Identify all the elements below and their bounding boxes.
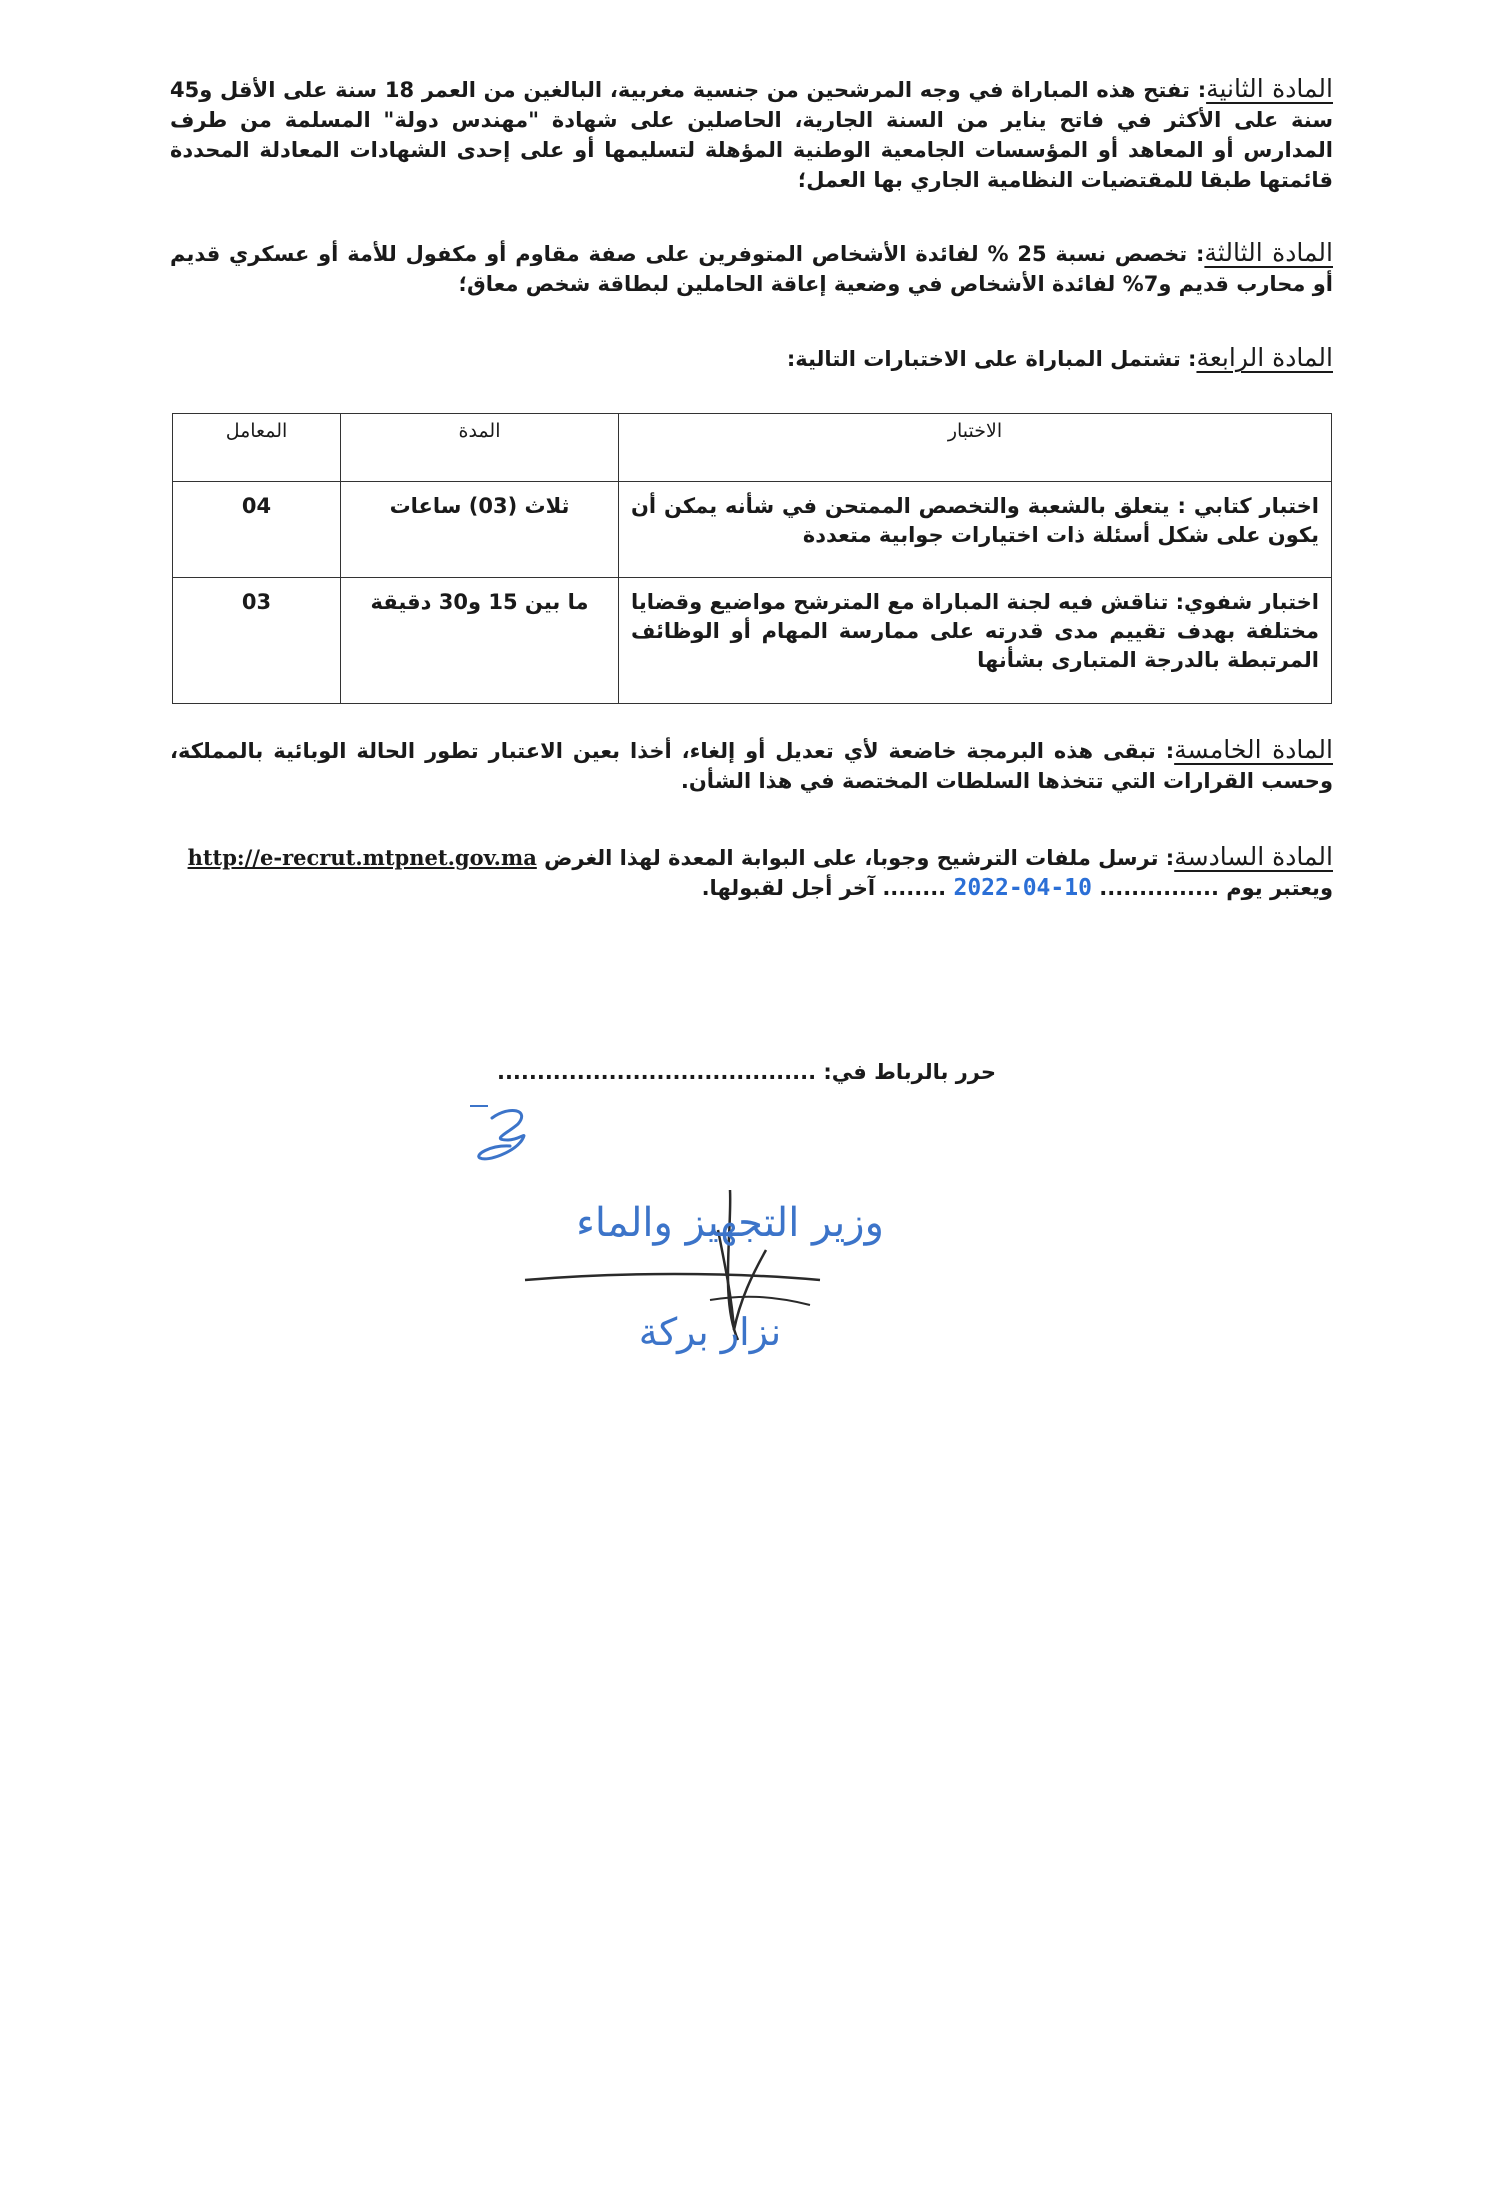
article-4: المادة الرابعة: تشتمل المباراة على الاختبارات التالية:	[786, 343, 1333, 372]
row-1-test: اختبار كتابي : يتعلق بالشعبة والتخصص الممتحن في شأنه يمكن أن يكون على شكل أسئلة ذات اختيارات جوابية متعددة	[619, 482, 1332, 578]
table-row	[173, 482, 1332, 578]
article-5-heading: المادة الخامسة	[1174, 735, 1333, 764]
signatory-title: وزير التجهيز والماء	[576, 1200, 884, 1246]
article-2: المادة الثانية: تفتح هذه المباراة في وجه المرشحين من جنسية مغربية، البالغين من العمر 18 سنة على الأقل و45 سنة على الأكثر في فاتح يناير من السنة الجارية، الحاصلين على شهادة "مهندس دولة" المسلمة من طرف المدارس أو المعاهد أو المؤسسات الجامعية الوطنية المؤهلة لتسليمها أو على إحدى الشهادات المعادلة المحددة قائمتها طبقا للمقتضيات النظامية الجاري بها العمل؛	[170, 74, 1333, 192]
row-2-coefficient: 03	[173, 578, 341, 704]
article-3-heading: المادة الثالثة	[1204, 238, 1333, 267]
article-3-text: تخصص نسبة 25 % لفائدة الأشخاص المتوفرين على صفة مقاوم أو مكفول للأمة أو عسكري قديم أو محارب قديم و7% لفائدة الأشخاص في وضعية إعاقة الحاملين لبطاقة شخص معاق؛	[170, 242, 1333, 296]
handwritten-signature	[470, 1100, 930, 1400]
application-portal-link[interactable]: http://e-recrut.mtpnet.gov.ma	[187, 845, 537, 870]
table-row	[173, 578, 1332, 704]
signature-block	[470, 1100, 930, 1400]
deadline-prefix: ويعتبر يوم ...............	[1099, 876, 1333, 900]
article-4-heading: المادة الرابعة	[1196, 343, 1333, 372]
header-test: الاختبار	[619, 414, 1332, 482]
article-4-text: تشتمل المباراة على الاختبارات التالية:	[786, 347, 1181, 371]
article-5-text: تبقى هذه البرمجة خاضعة لأي تعديل أو إلغاء، أخذا بعين الاعتبار تطور الحالة الوبائية بالمملكة، وحسب القرارات التي تتخذها السلطات المختصة في هذا الشأن.	[170, 739, 1333, 793]
article-3: المادة الثالثة: تخصص نسبة 25 % لفائدة الأشخاص المتوفرين على صفة مقاوم أو مكفول للأمة أو عسكري قديم أو محارب قديم و7% لفائدة الأشخاص في وضعية إعاقة الحاملين لبطاقة شخص معاق؛	[170, 238, 1333, 296]
row-2-test: اختبار شفوي: تناقش فيه لجنة المباراة مع المترشح مواضيع وقضايا مختلفة بهدف تقييم مدى قدرته على ممارسة المهام أو الوظائف المرتبطة بالدرجة المتبارى بشأنها	[619, 578, 1332, 704]
article-2-text: تفتح هذه المباراة في وجه المرشحين من جنسية مغربية، البالغين من العمر 18 سنة على الأقل و45 سنة على الأكثر في فاتح يناير من السنة الجارية، الحاصلين على شهادة "مهندس دولة" المسلمة من طرف المدارس أو المعاهد أو المؤسسات الجامعية الوطنية المؤهلة لتسليمها أو على إحدى الشهادات المعادلة المحددة قائمتها طبقا للمقتضيات النظامية الجاري بها العمل؛	[170, 78, 1333, 192]
deadline-suffix: ........ آخر أجل لقبولها.	[701, 876, 947, 900]
written-at-line: حرر بالرباط في: ........................................	[496, 1060, 996, 1084]
article-6-text: ترسل ملفات الترشيح وجوبا، على البوابة المعدة لهذا الغرض	[544, 846, 1159, 870]
article-6: المادة السادسة: ترسل ملفات الترشيح وجوبا، على البوابة المعدة لهذا الغرض http://e-recrut.mtpnet.gov.ma ويعتبر يوم ............... 2022-04-10 ........ آخر أجل لقبولها.	[187, 842, 1333, 901]
deadline-date-stamp: 2022-04-10	[953, 875, 1092, 901]
article-2-heading: المادة الثانية	[1206, 74, 1333, 103]
table-header-row	[173, 414, 1332, 482]
signatory-name: نزار بركة	[638, 1310, 782, 1354]
row-1-coefficient: 04	[173, 482, 341, 578]
article-6-heading: المادة السادسة	[1174, 842, 1333, 871]
row-2-duration: ما بين 15 و30 دقيقة	[341, 578, 619, 704]
header-coefficient: المعامل	[173, 414, 341, 482]
exams-table	[172, 413, 1332, 704]
header-duration: المدة	[341, 414, 619, 482]
row-1-duration: ثلاث (03) ساعات	[341, 482, 619, 578]
article-5: المادة الخامسة: تبقى هذه البرمجة خاضعة لأي تعديل أو إلغاء، أخذا بعين الاعتبار تطور الحالة الوبائية بالمملكة، وحسب القرارات التي تتخذها السلطات المختصة في هذا الشأن.	[170, 735, 1333, 793]
